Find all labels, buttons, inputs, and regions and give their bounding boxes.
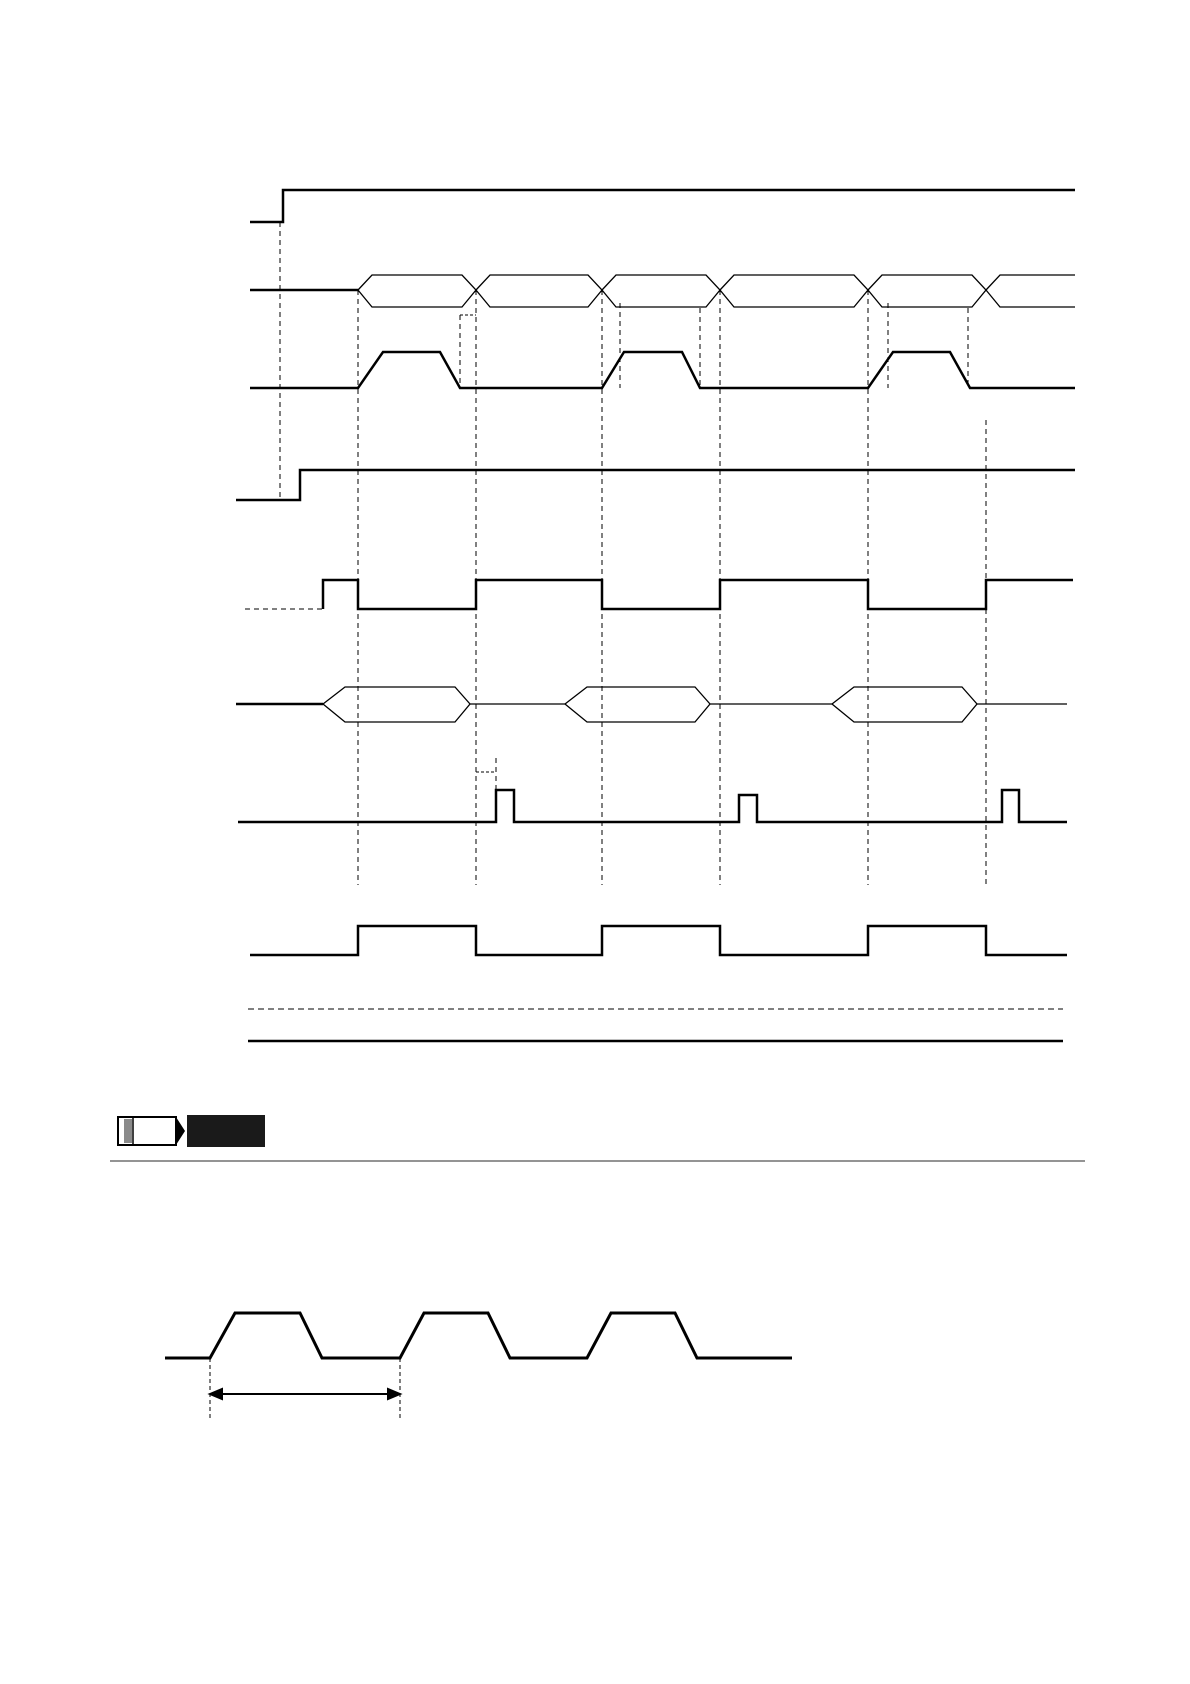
motion-profile (250, 352, 1075, 388)
note-badge (187, 1115, 265, 1147)
period-arrow (210, 1389, 400, 1399)
note-motion-profile (165, 1313, 792, 1358)
power-on-signal (250, 190, 1075, 222)
timing-guides (245, 222, 986, 885)
handshake-pulse (238, 790, 1067, 822)
strobe-signal (323, 580, 1073, 609)
output-signal (250, 926, 1067, 955)
data-valid-bus (236, 687, 1067, 722)
note-period-guides (210, 1358, 400, 1418)
ready-signal (236, 470, 1075, 500)
pencil-icon (118, 1117, 185, 1145)
position-command-bus (250, 275, 1075, 307)
